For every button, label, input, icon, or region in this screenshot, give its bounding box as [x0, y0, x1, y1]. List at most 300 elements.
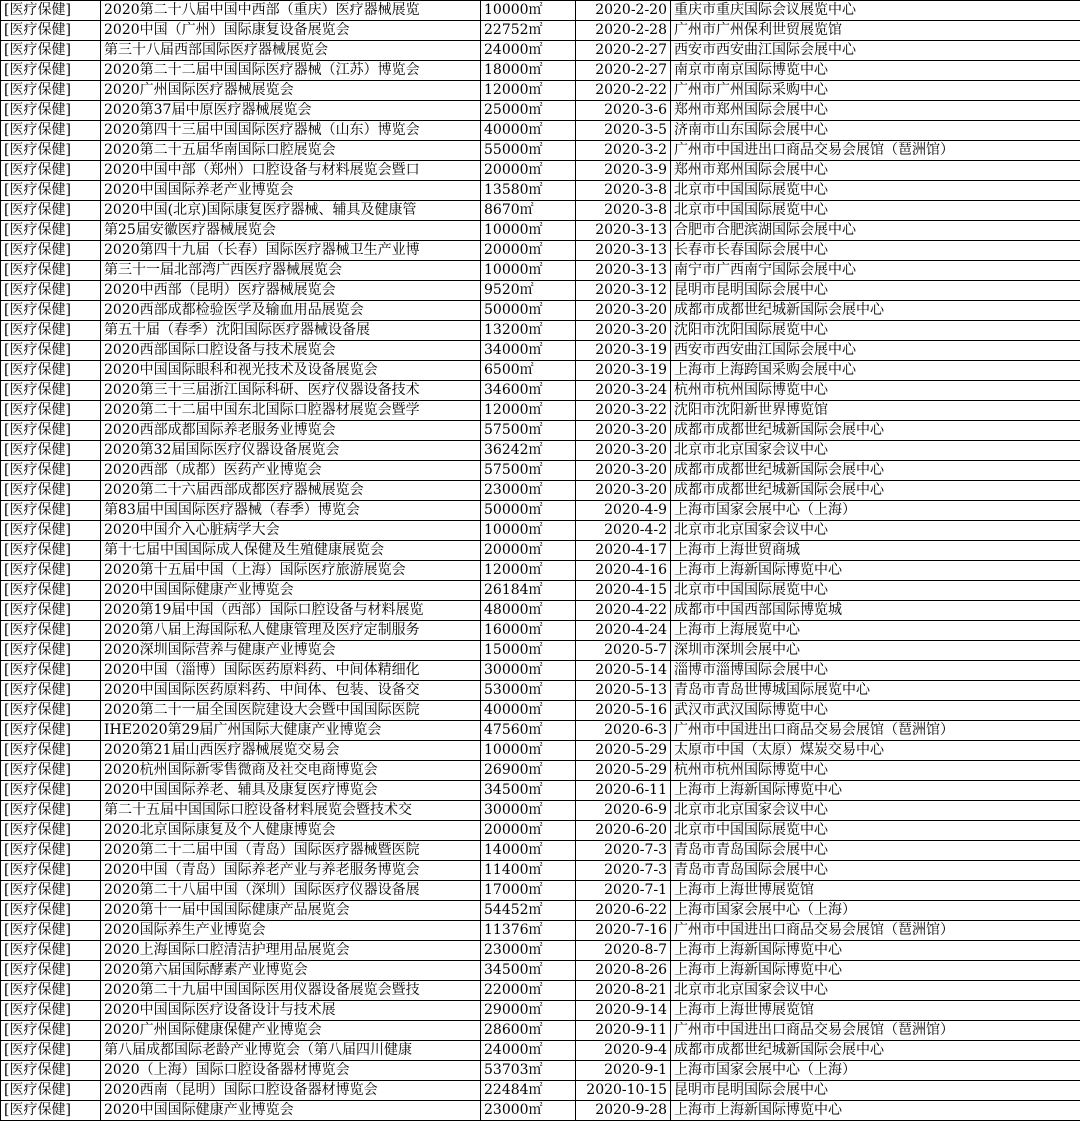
- table-row: [1, 121, 1080, 141]
- date-cell: 2020-3-13: [576, 261, 671, 281]
- exhibition-name-cell: 2020中国国际眼科和视光技术及设备展览会: [101, 361, 481, 381]
- exhibition-name-cell: 2020第六届国际酵素产业博览会: [101, 961, 481, 981]
- exhibition-name-cell: 2020第二十八届中国中西部（重庆）医疗器械展览: [101, 1, 481, 21]
- category-cell: [医疗保健]: [1, 981, 101, 1001]
- venue-cell: 上海市上海新国际博览中心: [671, 941, 1080, 961]
- area-cell: 23000㎡: [481, 941, 576, 961]
- venue-cell: 广州市广州国际采购中心: [671, 81, 1080, 101]
- category-cell: [医疗保健]: [1, 681, 101, 701]
- category-cell: [医疗保健]: [1, 521, 101, 541]
- date-cell: 2020-3-8: [576, 181, 671, 201]
- date-cell: 2020-2-27: [576, 41, 671, 61]
- table-row: [1, 221, 1080, 241]
- category-cell: [医疗保健]: [1, 261, 101, 281]
- venue-cell: 上海市上海跨国采购会展中心: [671, 361, 1080, 381]
- venue-cell: 昆明市昆明国际会展中心: [671, 1081, 1080, 1101]
- date-cell: 2020-2-20: [576, 1, 671, 21]
- table-row: [1, 721, 1080, 741]
- area-cell: 26184㎡: [481, 581, 576, 601]
- exhibition-name-cell: 2020第十五届中国（上海）国际医疗旅游展览会: [101, 561, 481, 581]
- date-cell: 2020-3-20: [576, 461, 671, 481]
- area-cell: 8670㎡: [481, 201, 576, 221]
- table-row: [1, 241, 1080, 261]
- venue-cell: 淄博市淄博国际会展中心: [671, 661, 1080, 681]
- table-row: [1, 1081, 1080, 1101]
- venue-cell: 上海市上海展览中心: [671, 621, 1080, 641]
- venue-cell: 南宁市广西南宁国际会展中心: [671, 261, 1080, 281]
- table-row: [1, 181, 1080, 201]
- venue-cell: 北京市中国国际展览中心: [671, 581, 1080, 601]
- area-cell: 53703㎡: [481, 1061, 576, 1081]
- venue-cell: 青岛市青岛国际会展中心: [671, 841, 1080, 861]
- exhibition-name-cell: 第83届中国国际医疗器械（春季）博览会: [101, 501, 481, 521]
- exhibition-name-cell: 2020第二十二届中国东北国际口腔器材展览会暨学: [101, 401, 481, 421]
- venue-cell: 深圳市深圳会展中心: [671, 641, 1080, 661]
- category-cell: [医疗保健]: [1, 1, 101, 21]
- category-cell: [医疗保健]: [1, 761, 101, 781]
- exhibition-name-cell: 2020第二十九届中国国际医用仪器设备展览会暨技: [101, 981, 481, 1001]
- venue-cell: 北京市中国国际展览中心: [671, 201, 1080, 221]
- category-cell: [医疗保健]: [1, 461, 101, 481]
- exhibition-name-cell: 第三十八届西部国际医疗器械展览会: [101, 41, 481, 61]
- table-row: [1, 1001, 1080, 1021]
- venue-cell: 上海市上海新国际博览中心: [671, 561, 1080, 581]
- exhibition-name-cell: 2020中国（淄博）国际医药原料药、中间体精细化: [101, 661, 481, 681]
- venue-cell: 成都市中国西部国际博览城: [671, 601, 1080, 621]
- date-cell: 2020-3-8: [576, 201, 671, 221]
- table-row: [1, 1, 1080, 21]
- table-row: [1, 581, 1080, 601]
- category-cell: [医疗保健]: [1, 1021, 101, 1041]
- category-cell: [医疗保健]: [1, 381, 101, 401]
- venue-cell: 成都市成都世纪城新国际会展中心: [671, 481, 1080, 501]
- table-row: [1, 61, 1080, 81]
- venue-cell: 合肥市合肥滨湖国际会展中心: [671, 221, 1080, 241]
- table-row: [1, 601, 1080, 621]
- category-cell: [医疗保健]: [1, 961, 101, 981]
- table-row: [1, 1061, 1080, 1081]
- exhibition-name-cell: 2020第二十五届华南国际口腔展览会: [101, 141, 481, 161]
- venue-cell: 上海市国家会展中心（上海）: [671, 901, 1080, 921]
- venue-cell: 沈阳市沈阳国际展览中心: [671, 321, 1080, 341]
- table-row: [1, 441, 1080, 461]
- date-cell: 2020-5-29: [576, 741, 671, 761]
- area-cell: 23000㎡: [481, 481, 576, 501]
- date-cell: 2020-3-6: [576, 101, 671, 121]
- area-cell: 10000㎡: [481, 221, 576, 241]
- date-cell: 2020-4-17: [576, 541, 671, 561]
- date-cell: 2020-3-20: [576, 321, 671, 341]
- exhibition-name-cell: 2020中国国际医疗设备设计与技术展: [101, 1001, 481, 1021]
- exhibition-name-cell: 2020中国（青岛）国际养老产业与养老服务博览会: [101, 861, 481, 881]
- category-cell: [医疗保健]: [1, 61, 101, 81]
- area-cell: 26900㎡: [481, 761, 576, 781]
- category-cell: [医疗保健]: [1, 661, 101, 681]
- area-cell: 55000㎡: [481, 141, 576, 161]
- venue-cell: 北京市北京国家会议中心: [671, 521, 1080, 541]
- table-row: [1, 261, 1080, 281]
- venue-cell: 长春市长春国际会展中心: [671, 241, 1080, 261]
- table-row: [1, 941, 1080, 961]
- date-cell: 2020-6-11: [576, 781, 671, 801]
- venue-cell: 西安市西安曲江国际会展中心: [671, 341, 1080, 361]
- venue-cell: 郑州市郑州国际会展中心: [671, 161, 1080, 181]
- exhibition-name-cell: 2020中国国际健康产业博览会: [101, 581, 481, 601]
- table-row: [1, 881, 1080, 901]
- exhibition-name-cell: 2020北京国际康复及个人健康博览会: [101, 821, 481, 841]
- venue-cell: 太原市中国（太原）煤炭交易中心: [671, 741, 1080, 761]
- date-cell: 2020-6-22: [576, 901, 671, 921]
- area-cell: 24000㎡: [481, 1041, 576, 1061]
- area-cell: 22484㎡: [481, 1081, 576, 1101]
- area-cell: 10000㎡: [481, 261, 576, 281]
- category-cell: [医疗保健]: [1, 201, 101, 221]
- date-cell: 2020-9-1: [576, 1061, 671, 1081]
- exhibition-table-body: [1, 1, 1080, 1121]
- table-row: [1, 861, 1080, 881]
- category-cell: [医疗保健]: [1, 601, 101, 621]
- exhibition-name-cell: 2020第19届中国（西部）国际口腔设备与材料展览: [101, 601, 481, 621]
- area-cell: 28600㎡: [481, 1021, 576, 1041]
- date-cell: 2020-3-22: [576, 401, 671, 421]
- exhibition-name-cell: 2020第八届上海国际私人健康管理及医疗定制服务: [101, 621, 481, 641]
- area-cell: 20000㎡: [481, 821, 576, 841]
- date-cell: 2020-5-7: [576, 641, 671, 661]
- area-cell: 57500㎡: [481, 421, 576, 441]
- date-cell: 2020-4-24: [576, 621, 671, 641]
- table-row: [1, 481, 1080, 501]
- category-cell: [医疗保健]: [1, 1041, 101, 1061]
- date-cell: 2020-3-2: [576, 141, 671, 161]
- date-cell: 2020-5-16: [576, 701, 671, 721]
- category-cell: [医疗保健]: [1, 881, 101, 901]
- exhibition-name-cell: 2020中国中部（郑州）口腔设备与材料展览会暨口: [101, 161, 481, 181]
- category-cell: [医疗保健]: [1, 81, 101, 101]
- exhibition-name-cell: 2020第四十九届（长春）国际医疗器械卫生产业博: [101, 241, 481, 261]
- area-cell: 30000㎡: [481, 801, 576, 821]
- exhibition-name-cell: 2020第二十二届中国（青岛）国际医疗器械暨医院: [101, 841, 481, 861]
- area-cell: 10000㎡: [481, 521, 576, 541]
- date-cell: 2020-3-20: [576, 441, 671, 461]
- category-cell: [医疗保健]: [1, 41, 101, 61]
- area-cell: 14000㎡: [481, 841, 576, 861]
- venue-cell: 北京市北京国家会议中心: [671, 801, 1080, 821]
- area-cell: 12000㎡: [481, 81, 576, 101]
- category-cell: [医疗保健]: [1, 221, 101, 241]
- category-cell: [医疗保健]: [1, 941, 101, 961]
- date-cell: 2020-3-13: [576, 241, 671, 261]
- category-cell: [医疗保健]: [1, 641, 101, 661]
- date-cell: 2020-8-7: [576, 941, 671, 961]
- table-row: [1, 321, 1080, 341]
- venue-cell: 沈阳市沈阳新世界博览馆: [671, 401, 1080, 421]
- exhibition-name-cell: 2020第十一届中国国际健康产品展览会: [101, 901, 481, 921]
- venue-cell: 广州市广州保利世贸展览馆: [671, 21, 1080, 41]
- category-cell: [医疗保健]: [1, 861, 101, 881]
- exhibition-name-cell: 2020第32届国际医疗仪器设备展览会: [101, 441, 481, 461]
- area-cell: 15000㎡: [481, 641, 576, 661]
- date-cell: 2020-3-24: [576, 381, 671, 401]
- table-row: [1, 21, 1080, 41]
- category-cell: [医疗保健]: [1, 781, 101, 801]
- date-cell: 2020-4-15: [576, 581, 671, 601]
- exhibition-name-cell: 2020深圳国际营养与健康产业博览会: [101, 641, 481, 661]
- venue-cell: 武汉市武汉国际博览中心: [671, 701, 1080, 721]
- venue-cell: 广州市中国进出口商品交易会展馆（琶洲馆）: [671, 141, 1080, 161]
- category-cell: [医疗保健]: [1, 121, 101, 141]
- date-cell: 2020-8-26: [576, 961, 671, 981]
- venue-cell: 济南市山东国际会展中心: [671, 121, 1080, 141]
- table-row: [1, 101, 1080, 121]
- area-cell: 12000㎡: [481, 561, 576, 581]
- venue-cell: 广州市中国进出口商品交易会展馆（琶洲馆）: [671, 1021, 1080, 1041]
- area-cell: 20000㎡: [481, 241, 576, 261]
- category-cell: [医疗保健]: [1, 101, 101, 121]
- date-cell: 2020-4-16: [576, 561, 671, 581]
- table-row: [1, 421, 1080, 441]
- category-cell: [医疗保健]: [1, 801, 101, 821]
- exhibition-name-cell: 2020广州国际健康保健产业博览会: [101, 1021, 481, 1041]
- venue-cell: 成都市成都世纪城新国际会展中心: [671, 301, 1080, 321]
- date-cell: 2020-3-20: [576, 421, 671, 441]
- date-cell: 2020-9-11: [576, 1021, 671, 1041]
- exhibition-name-cell: 2020第21届山西医疗器械展览交易会: [101, 741, 481, 761]
- date-cell: 2020-7-1: [576, 881, 671, 901]
- exhibition-name-cell: 2020第四十三届中国国际医疗器械（山东）博览会: [101, 121, 481, 141]
- area-cell: 13200㎡: [481, 321, 576, 341]
- venue-cell: 北京市中国国际展览中心: [671, 821, 1080, 841]
- date-cell: 2020-5-14: [576, 661, 671, 681]
- exhibition-name-cell: 2020第三十三届浙江国际科研、医疗仪器设备技术: [101, 381, 481, 401]
- area-cell: 10000㎡: [481, 741, 576, 761]
- venue-cell: 重庆市重庆国际会议展览中心: [671, 1, 1080, 21]
- venue-cell: 广州市中国进出口商品交易会展馆（琶洲馆）: [671, 721, 1080, 741]
- exhibition-name-cell: 2020西部成都国际养老服务业博览会: [101, 421, 481, 441]
- table-row: [1, 501, 1080, 521]
- exhibition-name-cell: 第八届成都国际老龄产业博览会（第八届四川健康: [101, 1041, 481, 1061]
- table-row: [1, 741, 1080, 761]
- table-row: [1, 961, 1080, 981]
- exhibition-name-cell: 2020（上海）国际口腔设备器材博览会: [101, 1061, 481, 1081]
- date-cell: 2020-3-19: [576, 341, 671, 361]
- table-row: [1, 161, 1080, 181]
- venue-cell: 成都市成都世纪城新国际会展中心: [671, 1041, 1080, 1061]
- date-cell: 2020-4-22: [576, 601, 671, 621]
- venue-cell: 上海市上海世博展览馆: [671, 881, 1080, 901]
- exhibition-name-cell: 2020西南（昆明）国际口腔设备器材博览会: [101, 1081, 481, 1101]
- date-cell: 2020-7-16: [576, 921, 671, 941]
- date-cell: 2020-2-22: [576, 81, 671, 101]
- table-row: [1, 981, 1080, 1001]
- venue-cell: 北京市北京国家会议中心: [671, 981, 1080, 1001]
- category-cell: [医疗保健]: [1, 1061, 101, 1081]
- venue-cell: 青岛市青岛世博城国际展览中心: [671, 681, 1080, 701]
- exhibition-name-cell: 2020第37届中原医疗器械展览会: [101, 101, 481, 121]
- table-row: [1, 141, 1080, 161]
- date-cell: 2020-5-13: [576, 681, 671, 701]
- venue-cell: 郑州市郑州国际会展中心: [671, 101, 1080, 121]
- table-row: [1, 621, 1080, 641]
- category-cell: [医疗保健]: [1, 741, 101, 761]
- venue-cell: 杭州市杭州国际博览中心: [671, 381, 1080, 401]
- venue-cell: 青岛市青岛国际会展中心: [671, 861, 1080, 881]
- date-cell: 2020-2-27: [576, 61, 671, 81]
- date-cell: 2020-6-20: [576, 821, 671, 841]
- exhibition-name-cell: 2020中国国际养老产业博览会: [101, 181, 481, 201]
- category-cell: [医疗保健]: [1, 241, 101, 261]
- category-cell: [医疗保健]: [1, 361, 101, 381]
- exhibition-name-cell: 2020广州国际医疗器械展览会: [101, 81, 481, 101]
- category-cell: [医疗保健]: [1, 1081, 101, 1101]
- category-cell: [医疗保健]: [1, 401, 101, 421]
- exhibition-name-cell: 2020第二十二届中国国际医疗器械（江苏）博览会: [101, 61, 481, 81]
- exhibition-name-cell: 2020西部成都检验医学及输血用品展览会: [101, 301, 481, 321]
- exhibition-name-cell: 2020第二十六届西部成都医疗器械展览会: [101, 481, 481, 501]
- date-cell: 2020-9-28: [576, 1101, 671, 1121]
- date-cell: 2020-8-21: [576, 981, 671, 1001]
- area-cell: 34500㎡: [481, 781, 576, 801]
- area-cell: 50000㎡: [481, 501, 576, 521]
- category-cell: [医疗保健]: [1, 841, 101, 861]
- area-cell: 13580㎡: [481, 181, 576, 201]
- category-cell: [医疗保健]: [1, 501, 101, 521]
- area-cell: 22752㎡: [481, 21, 576, 41]
- category-cell: [医疗保健]: [1, 1001, 101, 1021]
- table-row: [1, 521, 1080, 541]
- venue-cell: 杭州市杭州国际博览中心: [671, 761, 1080, 781]
- table-row: [1, 361, 1080, 381]
- date-cell: 2020-3-12: [576, 281, 671, 301]
- table-row: [1, 701, 1080, 721]
- date-cell: 2020-3-20: [576, 481, 671, 501]
- category-cell: [医疗保健]: [1, 481, 101, 501]
- category-cell: [医疗保健]: [1, 281, 101, 301]
- table-row: [1, 541, 1080, 561]
- category-cell: [医疗保健]: [1, 141, 101, 161]
- area-cell: 53000㎡: [481, 681, 576, 701]
- date-cell: 2020-6-3: [576, 721, 671, 741]
- area-cell: 30000㎡: [481, 661, 576, 681]
- date-cell: 2020-5-29: [576, 761, 671, 781]
- area-cell: 34600㎡: [481, 381, 576, 401]
- category-cell: [医疗保健]: [1, 341, 101, 361]
- area-cell: 23000㎡: [481, 1101, 576, 1121]
- venue-cell: 北京市中国国际展览中心: [671, 181, 1080, 201]
- date-cell: 2020-10-15: [576, 1081, 671, 1101]
- exhibition-name-cell: 2020中国国际医药原料药、中间体、包装、设备交: [101, 681, 481, 701]
- date-cell: 2020-3-20: [576, 301, 671, 321]
- category-cell: [医疗保健]: [1, 421, 101, 441]
- table-row: [1, 781, 1080, 801]
- area-cell: 11400㎡: [481, 861, 576, 881]
- area-cell: 36242㎡: [481, 441, 576, 461]
- date-cell: 2020-7-3: [576, 861, 671, 881]
- date-cell: 2020-3-19: [576, 361, 671, 381]
- category-cell: [医疗保健]: [1, 441, 101, 461]
- table-row: [1, 681, 1080, 701]
- table-row: [1, 341, 1080, 361]
- area-cell: 57500㎡: [481, 461, 576, 481]
- table-row: [1, 401, 1080, 421]
- exhibition-name-cell: 第二十五届中国国际口腔设备材料展览会暨技术交: [101, 801, 481, 821]
- exhibition-name-cell: 2020中西部（昆明）医疗器械展览会: [101, 281, 481, 301]
- area-cell: 40000㎡: [481, 701, 576, 721]
- category-cell: [医疗保健]: [1, 821, 101, 841]
- category-cell: [医疗保健]: [1, 541, 101, 561]
- exhibition-name-cell: 第三十一届北部湾广西医疗器械展览会: [101, 261, 481, 281]
- area-cell: 11376㎡: [481, 921, 576, 941]
- category-cell: [医疗保健]: [1, 321, 101, 341]
- category-cell: [医疗保健]: [1, 301, 101, 321]
- date-cell: 2020-4-9: [576, 501, 671, 521]
- date-cell: 2020-3-9: [576, 161, 671, 181]
- table-row: [1, 761, 1080, 781]
- category-cell: [医疗保健]: [1, 621, 101, 641]
- venue-cell: 上海市上海新国际博览中心: [671, 1101, 1080, 1121]
- area-cell: 18000㎡: [481, 61, 576, 81]
- area-cell: 50000㎡: [481, 301, 576, 321]
- area-cell: 16000㎡: [481, 621, 576, 641]
- exhibition-name-cell: 2020中国国际养老、辅具及康复医疗博览会: [101, 781, 481, 801]
- category-cell: [医疗保健]: [1, 21, 101, 41]
- area-cell: 24000㎡: [481, 41, 576, 61]
- venue-cell: 上海市国家会展中心（上海）: [671, 501, 1080, 521]
- table-row: [1, 461, 1080, 481]
- exhibition-name-cell: 2020中国介入心脏病学大会: [101, 521, 481, 541]
- venue-cell: 上海市上海新国际博览中心: [671, 961, 1080, 981]
- category-cell: [医疗保健]: [1, 181, 101, 201]
- table-row: [1, 901, 1080, 921]
- area-cell: 22000㎡: [481, 981, 576, 1001]
- area-cell: 12000㎡: [481, 401, 576, 421]
- venue-cell: 成都市成都世纪城新国际会展中心: [671, 421, 1080, 441]
- venue-cell: 昆明市昆明国际会展中心: [671, 281, 1080, 301]
- exhibition-name-cell: 2020第二十一届全国医院建设大会暨中国国际医院: [101, 701, 481, 721]
- exhibition-name-cell: 2020中国(北京)国际康复医疗器械、辅具及健康管: [101, 201, 481, 221]
- category-cell: [医疗保健]: [1, 901, 101, 921]
- table-row: [1, 641, 1080, 661]
- area-cell: 48000㎡: [481, 601, 576, 621]
- date-cell: 2020-6-9: [576, 801, 671, 821]
- area-cell: 20000㎡: [481, 161, 576, 181]
- exhibition-name-cell: 2020第二十八届中国（深圳）国际医疗仪器设备展: [101, 881, 481, 901]
- area-cell: 47560㎡: [481, 721, 576, 741]
- exhibition-name-cell: 第25届安徽医疗器械展览会: [101, 221, 481, 241]
- table-row: [1, 1041, 1080, 1061]
- venue-cell: 广州市中国进出口商品交易会展馆（琶洲馆）: [671, 921, 1080, 941]
- exhibition-name-cell: 2020中国（广州）国际康复设备展览会: [101, 21, 481, 41]
- area-cell: 34500㎡: [481, 961, 576, 981]
- area-cell: 40000㎡: [481, 121, 576, 141]
- table-row: [1, 801, 1080, 821]
- table-row: [1, 561, 1080, 581]
- exhibition-name-cell: 2020国际养生产业博览会: [101, 921, 481, 941]
- venue-cell: 北京市北京国家会议中心: [671, 441, 1080, 461]
- date-cell: 2020-3-5: [576, 121, 671, 141]
- area-cell: 17000㎡: [481, 881, 576, 901]
- exhibition-name-cell: 第五十届（春季）沈阳国际医疗器械设备展: [101, 321, 481, 341]
- table-row: [1, 201, 1080, 221]
- area-cell: 34000㎡: [481, 341, 576, 361]
- exhibition-name-cell: 2020上海国际口腔清洁护理用品展览会: [101, 941, 481, 961]
- category-cell: [医疗保健]: [1, 721, 101, 741]
- table-row: [1, 661, 1080, 681]
- area-cell: 25000㎡: [481, 101, 576, 121]
- table-row: [1, 301, 1080, 321]
- table-row: [1, 841, 1080, 861]
- venue-cell: 南京市南京国际博览中心: [671, 61, 1080, 81]
- exhibition-name-cell: 2020西部国际口腔设备与技术展览会: [101, 341, 481, 361]
